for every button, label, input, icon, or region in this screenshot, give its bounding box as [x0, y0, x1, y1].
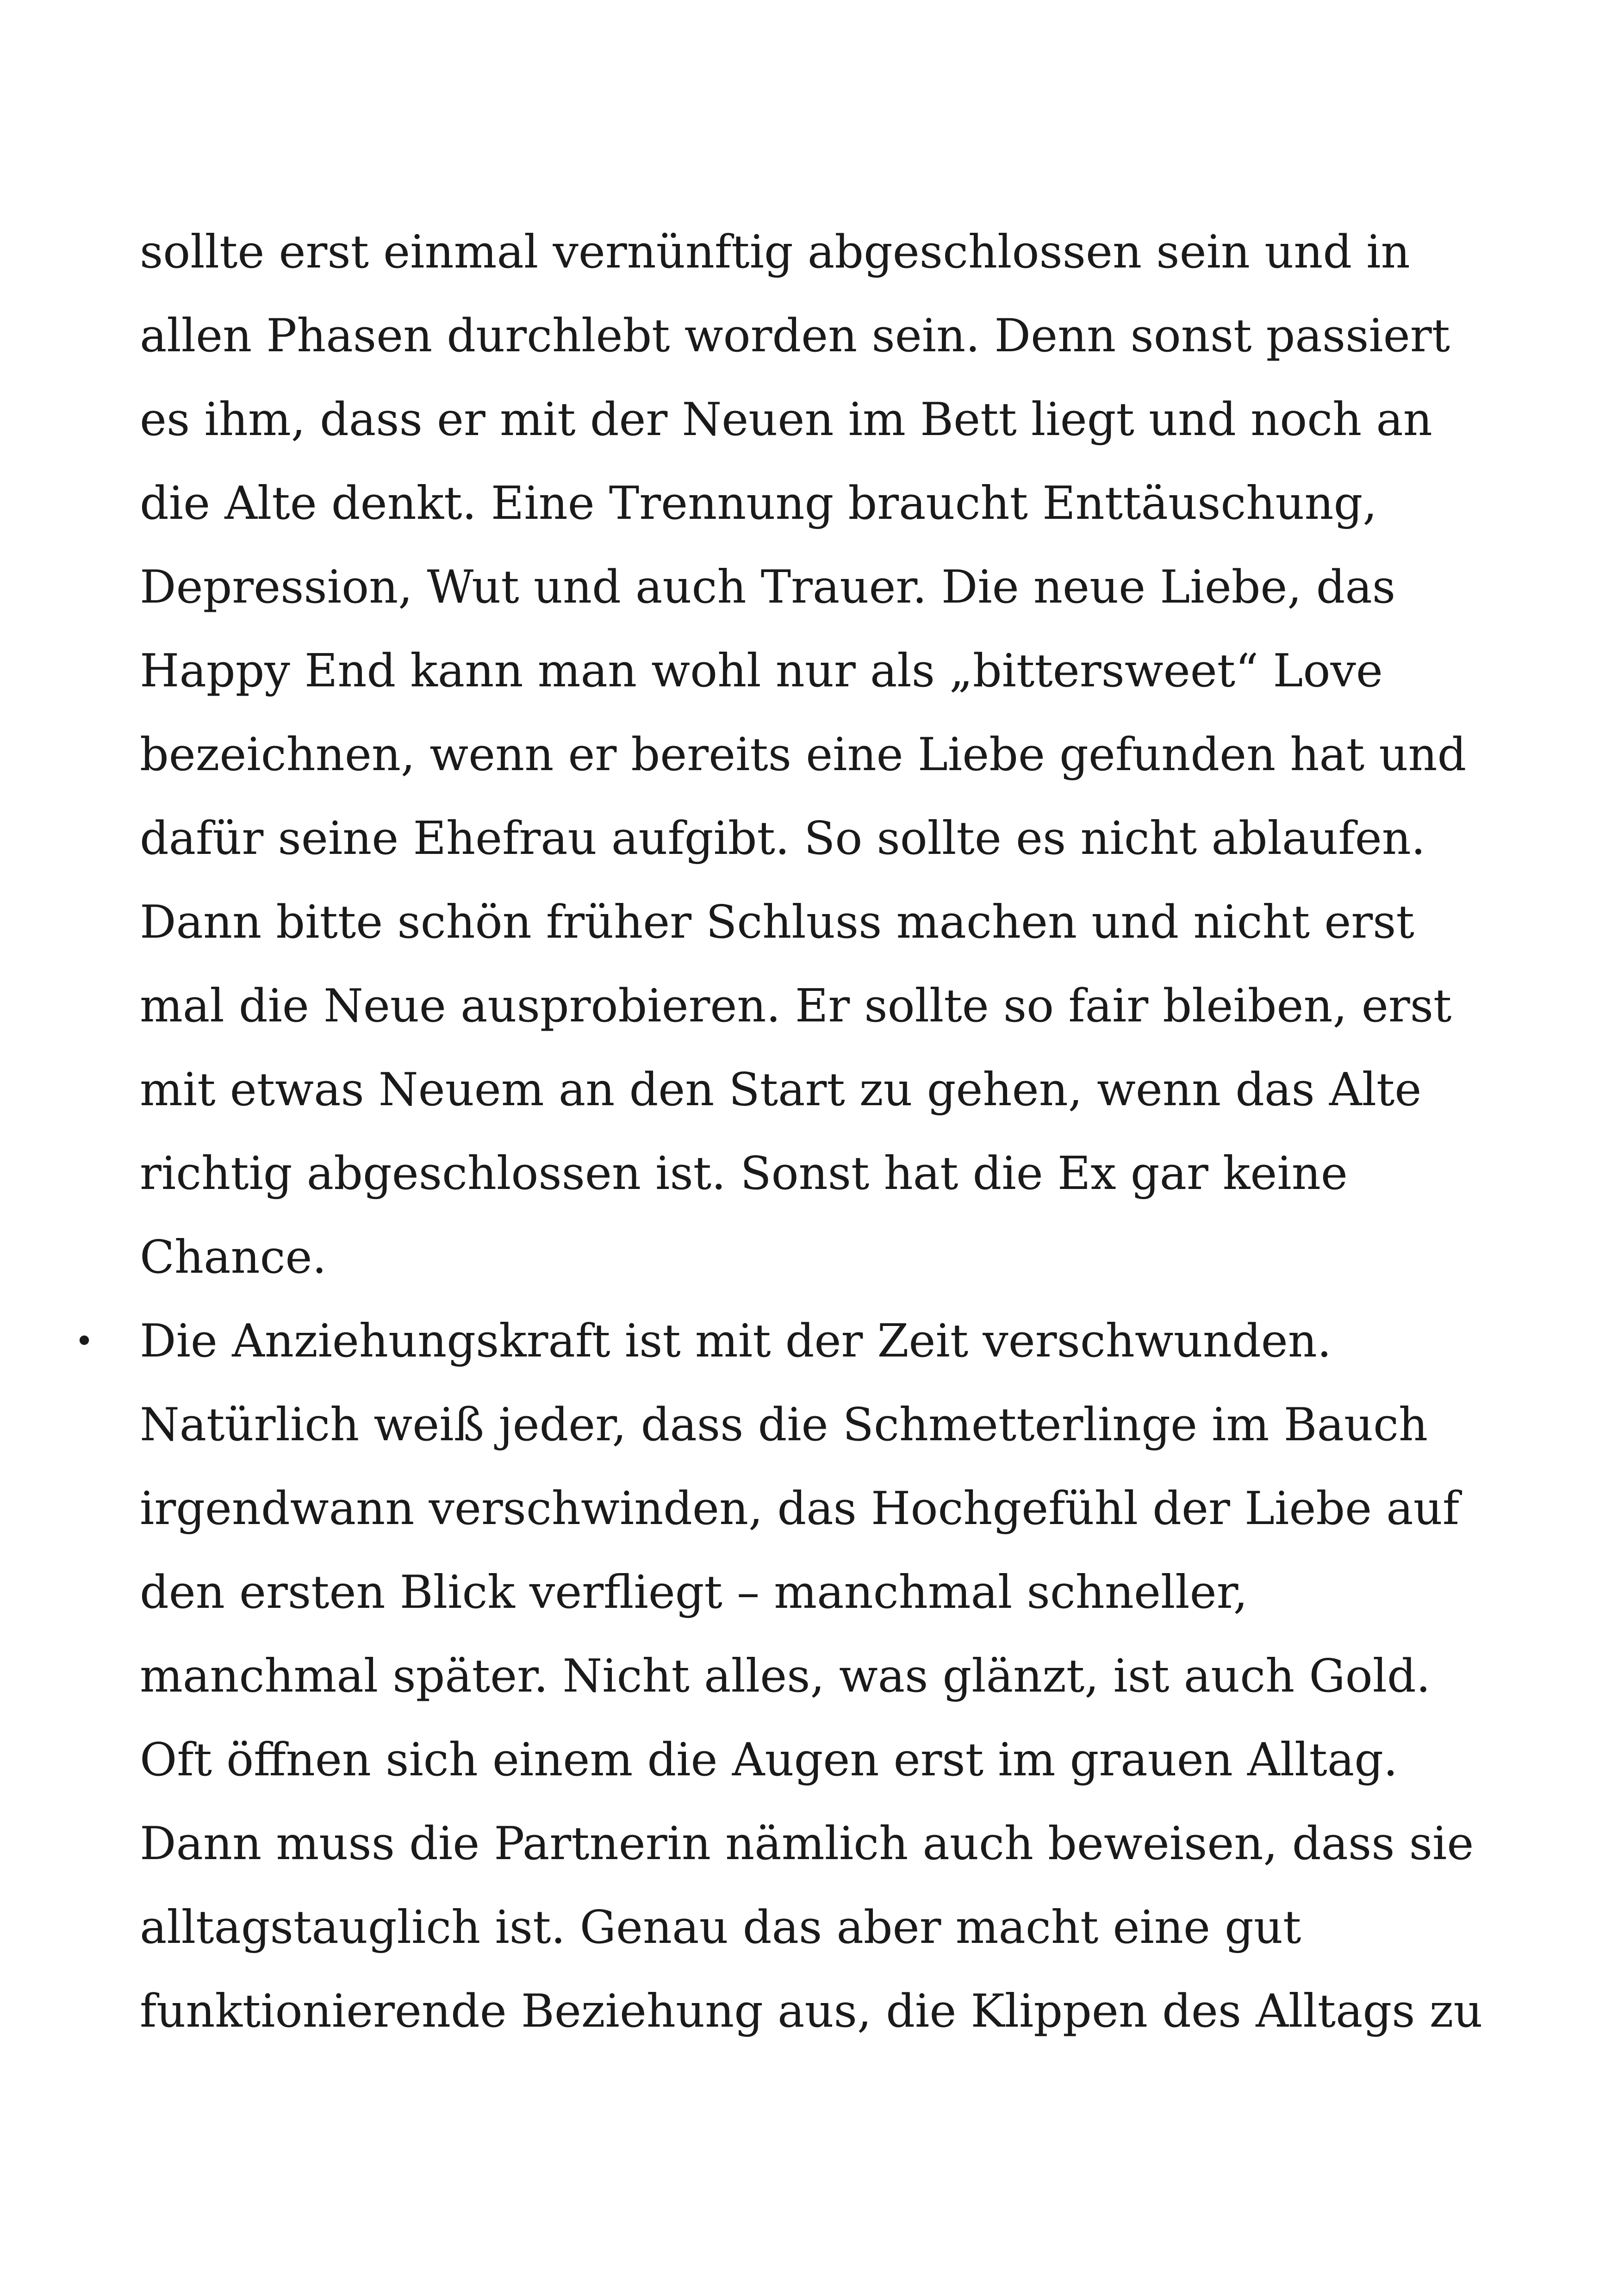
- text-line: bezeichnen, wenn er bereits eine Liebe gefunden hat und: [140, 728, 1467, 781]
- text-line: Natürlich weiß jeder, dass die Schmetterlinge im Bauch: [140, 1399, 1428, 1451]
- text-line: funktionierende Beziehung aus, die Klippen des Alltags zu: [140, 1985, 1483, 2038]
- text-line: alltagstauglich ist. Genau das aber macht eine gut: [140, 1901, 1301, 1954]
- text-line: die Alte denkt. Eine Trennung braucht Enttäuschung,: [140, 477, 1377, 530]
- text-line: Depression, Wut und auch Trauer. Die neue Liebe, das: [140, 561, 1396, 614]
- text-line: Dann bitte schön früher Schluss machen und nicht erst: [140, 896, 1414, 949]
- bullet-item-first-line: [75, 1300, 1528, 1383]
- text-line: es ihm, dass er mit der Neuen im Bett liegt und noch an: [140, 393, 1432, 446]
- text-line: Dann muss die Partnerin nämlich auch beweisen, dass sie: [140, 1817, 1474, 1870]
- text-line: allen Phasen durchlebt worden sein. Denn sonst passiert: [140, 310, 1450, 362]
- text-line: mit etwas Neuem an den Start zu gehen, wenn das Alte: [140, 1064, 1422, 1116]
- bullet-icon: •: [75, 1322, 94, 1360]
- text-line: sollte erst einmal vernünftig abgeschlossen sein und in: [140, 226, 1410, 279]
- text-line: Die Anziehungskraft ist mit der Zeit verschwunden.: [140, 1315, 1332, 1368]
- text-line: richtig abgeschlossen ist. Sonst hat die Ex gar keine: [140, 1147, 1348, 1200]
- text-line: manchmal später. Nicht alles, was glänzt, ist auch Gold.: [140, 1650, 1431, 1703]
- text-line: dafür seine Ehefrau aufgibt. So sollte es nicht ablaufen.: [140, 812, 1426, 865]
- text-line: Oft öffnen sich einem die Augen erst im grauen Alltag.: [140, 1734, 1398, 1786]
- text-line: Happy End kann man wohl nur als „bittersweet“ Love: [140, 645, 1383, 697]
- text-line: Chance.: [140, 1231, 327, 1284]
- body-text: [75, 211, 1528, 2053]
- text-line: den ersten Blick verfliegt – manchmal schneller,: [140, 1566, 1248, 1619]
- text-line: irgendwann verschwinden, das Hochgefühl der Liebe auf: [140, 1482, 1460, 1535]
- text-line: mal die Neue ausprobieren. Er sollte so fair bleiben, erst: [140, 980, 1452, 1033]
